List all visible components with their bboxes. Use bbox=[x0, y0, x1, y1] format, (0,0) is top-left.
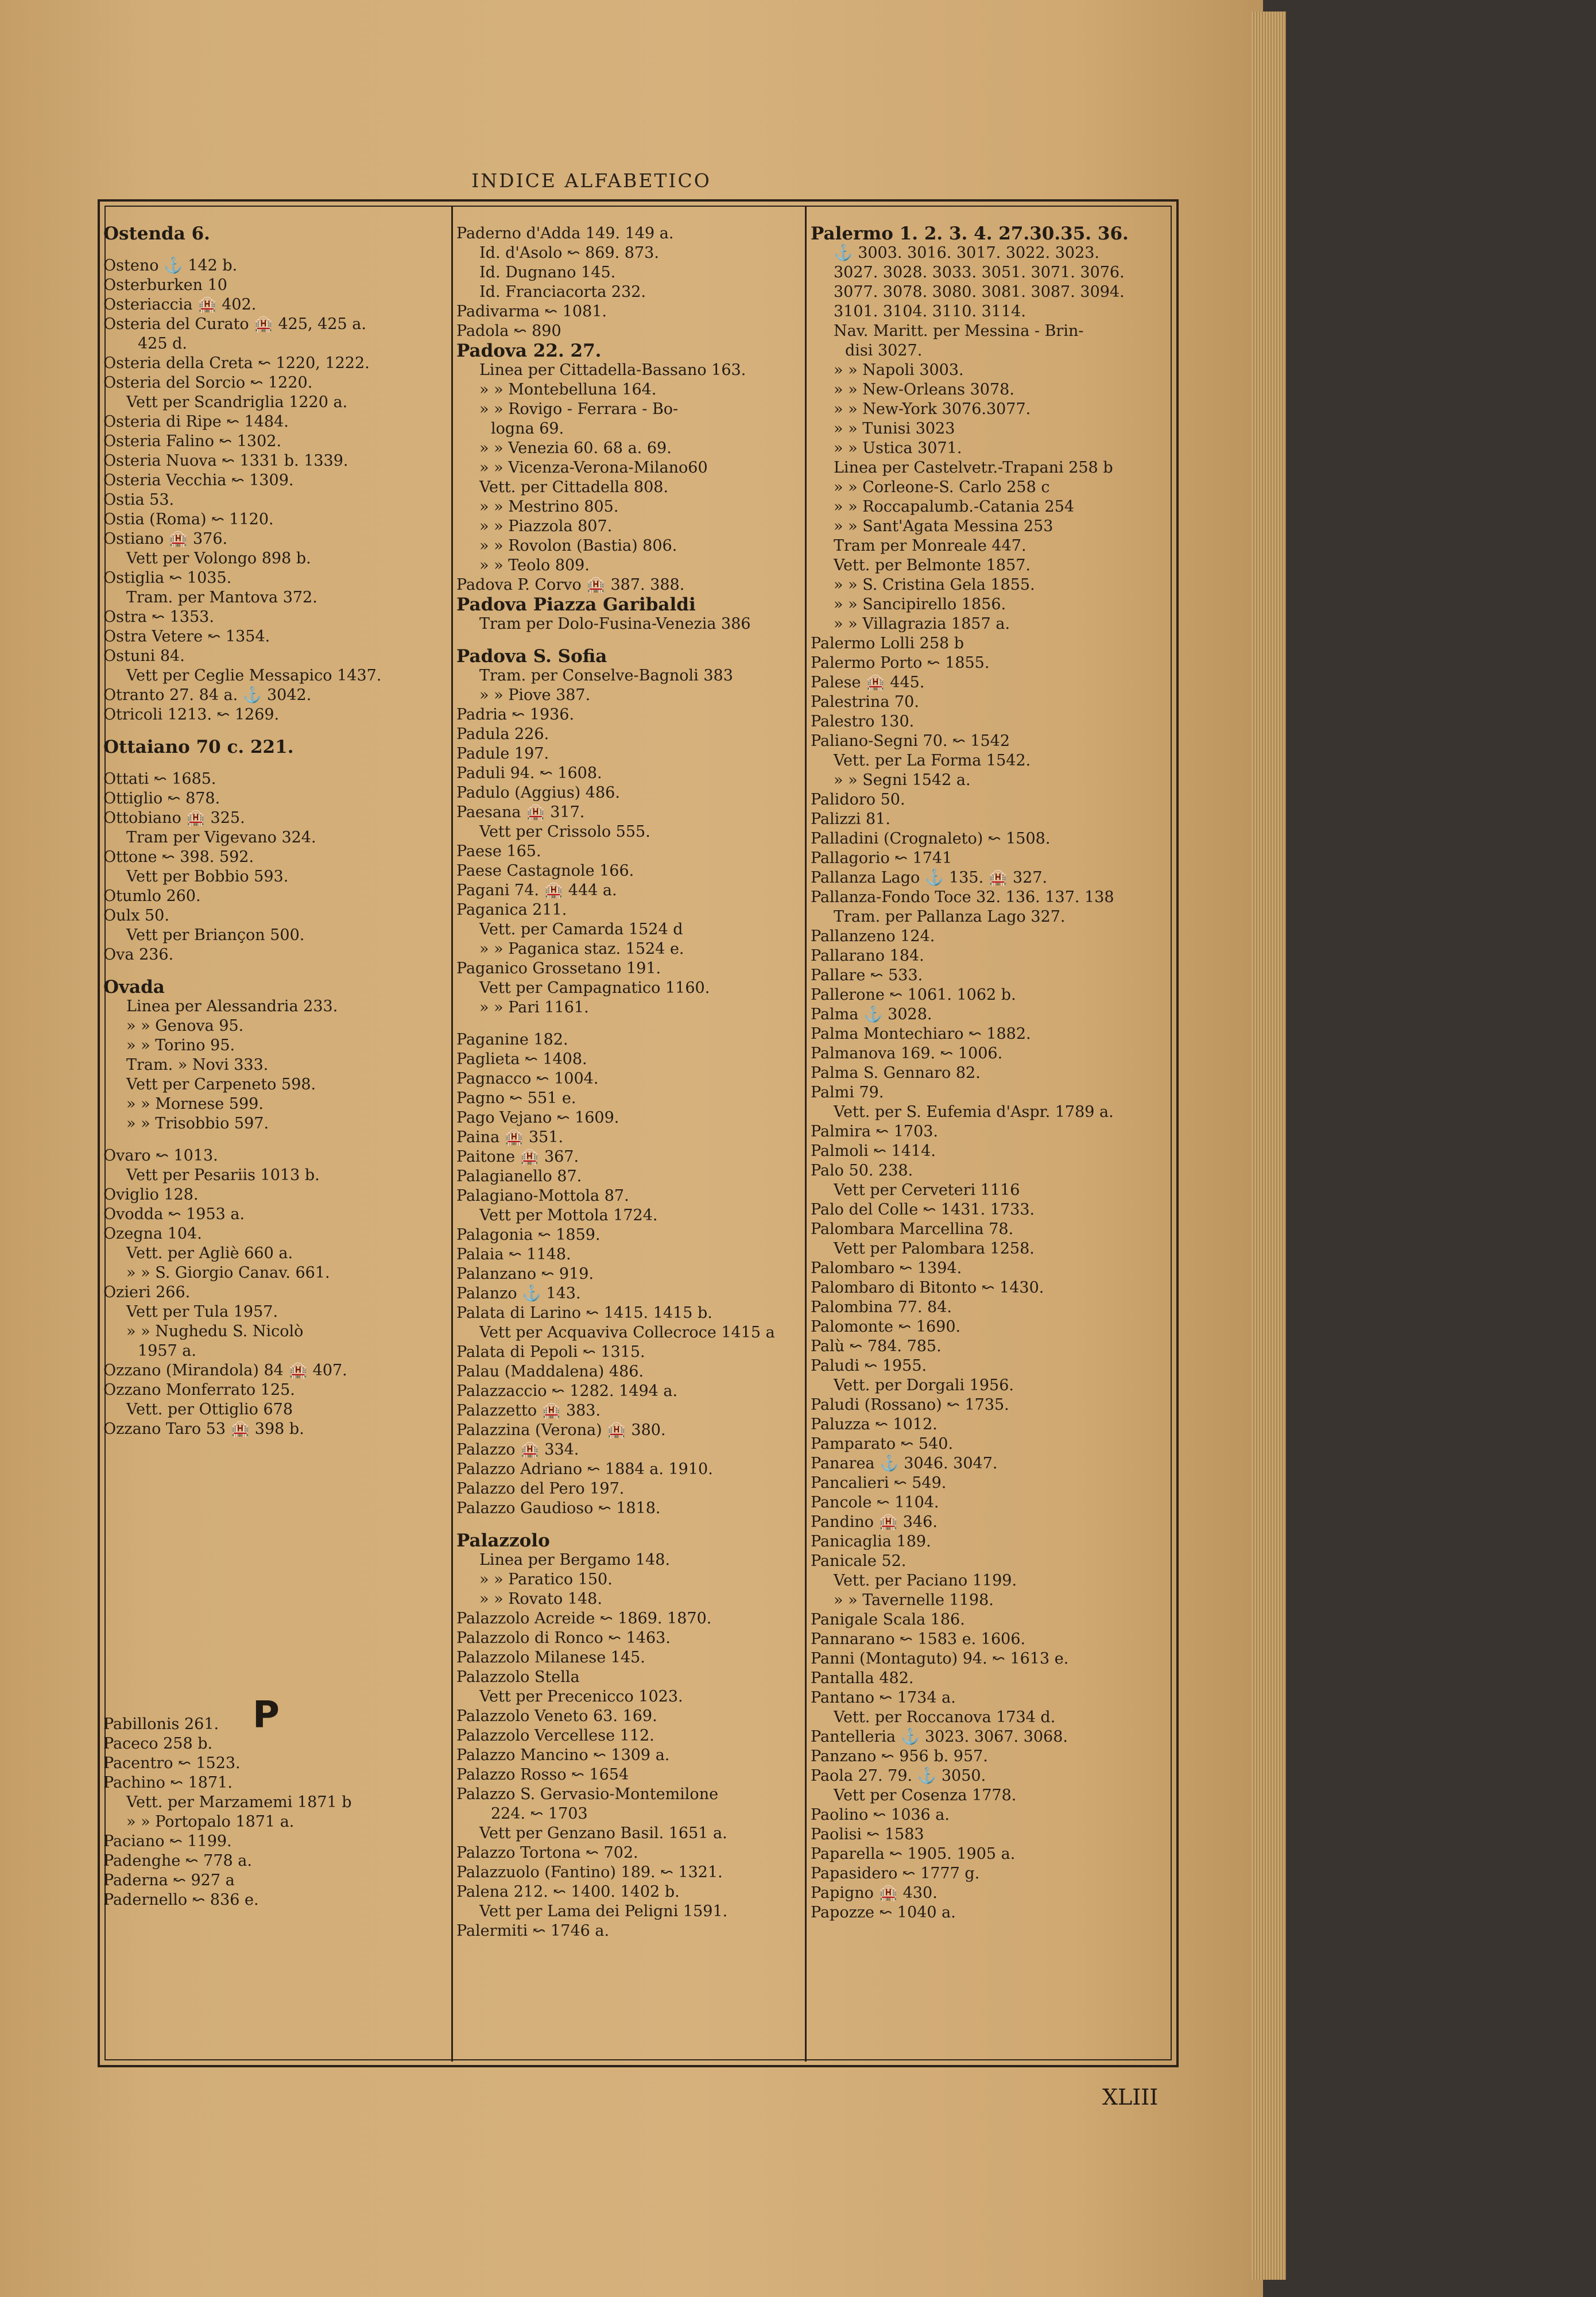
index-entry: » » Corleone-S. Carlo 258 c bbox=[834, 478, 1050, 496]
index-entry: Pancole ↜ 1104. bbox=[811, 1494, 939, 1511]
index-entry: Paglieta ↜ 1408. bbox=[456, 1050, 587, 1068]
page-number: XLIII bbox=[1102, 2085, 1159, 2110]
index-entry: Id. d'Asolo ↜ 869. 873. bbox=[479, 244, 659, 262]
index-entry: Id. Dugnano 145. bbox=[479, 264, 616, 281]
index-entry: Ozieri 266. bbox=[103, 1283, 191, 1301]
index-entry: Vett. per Ottiglio 678 bbox=[126, 1401, 293, 1418]
index-entry: Palena 212. ↜ 1400. 1402 b. bbox=[456, 1883, 680, 1901]
index-entry: » » Teolo 809. bbox=[479, 556, 590, 574]
index-entry: » » Nughedu S. Nicolò bbox=[126, 1322, 304, 1340]
index-entry: Padernello ↜ 836 e. bbox=[103, 1891, 259, 1909]
index-entry: » » Napoli 3003. bbox=[834, 361, 964, 379]
index-entry: Otumlo 260. bbox=[103, 887, 201, 905]
index-entry: Vett. per Dorgali 1956. bbox=[834, 1376, 1014, 1394]
index-entry: Ostuni 84. bbox=[103, 647, 185, 665]
spacer bbox=[103, 965, 448, 977]
index-entry: » » New-Orleans 3078. bbox=[834, 381, 1014, 399]
index-entry: Otricoli 1213. ↜ 1269. bbox=[103, 706, 280, 724]
index-entry: Osteria Vecchia ↜ 1309. bbox=[103, 471, 294, 489]
index-entry: Padulo (Aggius) 486. bbox=[456, 784, 620, 802]
index-entry: » » Rovigo - Ferrara - Bo- bbox=[479, 400, 679, 418]
index-entry: Pagnacco ↜ 1004. bbox=[456, 1070, 599, 1088]
index-entry: Paciano ↜ 1199. bbox=[103, 1832, 232, 1850]
index-entry: Ottobiano 🏨 325. bbox=[103, 809, 245, 827]
index-entry: Palazzaccio ↜ 1282. 1494 a. bbox=[456, 1382, 678, 1400]
index-entry: Tram. per Pallanza Lago 327. bbox=[834, 908, 1066, 926]
index-entry: Palese 🏨 445. bbox=[811, 674, 925, 691]
index-entry: Palestrina 70. bbox=[811, 693, 919, 711]
index-entry: Paina 🏨 351. bbox=[456, 1128, 564, 1146]
index-entry: Pamparato ↜ 540. bbox=[811, 1435, 954, 1453]
index-entry: Linea per Alessandria 233. bbox=[126, 997, 338, 1015]
index-entry: Palma S. Gennaro 82. bbox=[811, 1064, 981, 1082]
index-entry: Palazzo S. Gervasio-Montemilone bbox=[456, 1785, 719, 1803]
index-entry: Osteno ⚓ 142 b. bbox=[103, 257, 238, 274]
index-entry: Vett per Acquaviva Collecroce 1415 a bbox=[479, 1324, 775, 1341]
index-entry: Vett. per Belmonte 1857. bbox=[834, 556, 1031, 574]
index-entry: Ostia (Roma) ↜ 1120. bbox=[103, 511, 274, 528]
index-entry: Paluzza ↜ 1012. bbox=[811, 1416, 938, 1433]
index-entry: Pannarano ↜ 1583 e. 1606. bbox=[811, 1630, 1026, 1648]
column-separator bbox=[805, 206, 807, 2062]
index-entry: Panni (Montaguto) 94. ↜ 1613 e. bbox=[811, 1650, 1069, 1668]
spacer bbox=[103, 243, 448, 256]
index-entry: Padola ↜ 890 bbox=[456, 322, 561, 340]
index-column-3 bbox=[811, 224, 1164, 1923]
index-entry: Palmanova 169. ↜ 1006. bbox=[811, 1045, 1003, 1062]
index-entry: Vett per Briançon 500. bbox=[126, 926, 305, 944]
index-entry: Palestro 130. bbox=[811, 713, 915, 730]
index-entry: Tram. » Novi 333. bbox=[126, 1056, 269, 1074]
index-entry: Ottiglio ↜ 878. bbox=[103, 790, 220, 807]
index-entry: Padova P. Corvo 🏨 387. 388. bbox=[456, 576, 685, 594]
index-entry: Palmi 79. bbox=[811, 1084, 884, 1101]
index-entry: » » Rovolon (Bastia) 806. bbox=[479, 537, 677, 555]
index-entry: Osteria Nuova ↜ 1331 b. 1339. bbox=[103, 452, 348, 470]
index-entry: Osteria del Sorcio ↜ 1220. bbox=[103, 374, 313, 392]
index-heading: Padova 22. 27. bbox=[456, 341, 602, 361]
index-entry: Palazzolo Veneto 63. 169. bbox=[456, 1707, 657, 1725]
index-entry: Ozzano Monferrato 125. bbox=[103, 1381, 295, 1399]
index-entry: Vett per Scandriglia 1220 a. bbox=[126, 393, 348, 411]
index-entry: Palazzo Rosso ↜ 1654 bbox=[456, 1766, 629, 1784]
index-entry: Tram per Monreale 447. bbox=[834, 537, 1026, 555]
index-entry: Tram per Vigevano 324. bbox=[126, 829, 316, 846]
index-entry: Pabillonis 261. bbox=[103, 1715, 219, 1733]
index-heading: Padova Piazza Garibaldi bbox=[456, 594, 696, 615]
index-entry: Nav. Maritt. per Messina - Brin- bbox=[834, 322, 1084, 340]
index-entry: Panicaglia 189. bbox=[811, 1533, 931, 1550]
index-entry: » » Trisobbio 597. bbox=[126, 1115, 269, 1132]
index-entry: » » Segni 1542 a. bbox=[834, 771, 971, 789]
index-entry: Palombaro di Bitonto ↜ 1430. bbox=[811, 1279, 1044, 1297]
index-entry: Palagiano-Mottola 87. bbox=[456, 1187, 629, 1205]
index-entry: Pallagorio ↜ 1741 bbox=[811, 849, 952, 867]
index-entry: Panigale Scala 186. bbox=[811, 1611, 965, 1629]
index-entry: Osteria Falino ↜ 1302. bbox=[103, 432, 282, 450]
spacer bbox=[103, 1531, 448, 1577]
index-entry: Pallanza-Fondo Toce 32. 136. 137. 138 bbox=[811, 888, 1114, 906]
index-entry: Palermiti ↜ 1746 a. bbox=[456, 1922, 610, 1940]
index-entry: Padivarma ↜ 1081. bbox=[456, 303, 607, 320]
spacer bbox=[103, 725, 448, 737]
index-entry: Paparella ↜ 1905. 1905 a. bbox=[811, 1845, 1016, 1863]
index-entry: Vett. per Cittadella 808. bbox=[479, 478, 669, 496]
index-entry: Palombara Marcellina 78. bbox=[811, 1220, 1014, 1238]
index-entry: Tram. per Conselve-Bagnoli 383 bbox=[479, 667, 733, 685]
index-entry: Ostiglia ↜ 1035. bbox=[103, 569, 232, 587]
index-entry: Paderna ↜ 927 a bbox=[103, 1871, 235, 1889]
index-entry: Padula 226. bbox=[456, 725, 549, 743]
index-entry: Panzano ↜ 956 b. 957. bbox=[811, 1747, 988, 1765]
index-entry: Paese Castagnole 166. bbox=[456, 862, 634, 880]
index-entry: Palata di Larino ↜ 1415. 1415 b. bbox=[456, 1304, 712, 1322]
column-separator bbox=[451, 206, 453, 2062]
index-entry: Osterburken 10 bbox=[103, 276, 227, 294]
index-entry: Palanzo ⚓ 143. bbox=[456, 1285, 581, 1302]
index-entry: Palazzo Mancino ↜ 1309 a. bbox=[456, 1746, 670, 1764]
index-entry: » » Paganica staz. 1524 e. bbox=[479, 940, 684, 958]
index-entry: Palazzo Adriano ↜ 1884 a. 1910. bbox=[456, 1460, 713, 1478]
index-entry: » » Ustica 3071. bbox=[834, 439, 962, 457]
index-entry: Pantano ↜ 1734 a. bbox=[811, 1689, 956, 1707]
index-entry: » » Torino 95. bbox=[126, 1037, 235, 1054]
index-entry: Vett per Bobbio 593. bbox=[126, 868, 289, 885]
index-entry: Ovodda ↜ 1953 a. bbox=[103, 1205, 245, 1223]
page-edges bbox=[1252, 11, 1286, 2280]
index-entry: » » Rovato 148. bbox=[479, 1590, 602, 1608]
index-entry: Palazzo Gaudioso ↜ 1818. bbox=[456, 1499, 661, 1517]
index-column-2 bbox=[456, 224, 801, 1941]
index-entry: Vett per Mottola 1724. bbox=[479, 1206, 658, 1224]
index-entry: Linea per Castelvetr.-Trapani 258 b bbox=[834, 459, 1113, 477]
index-entry: Osteria di Ripe ↜ 1484. bbox=[103, 413, 289, 431]
index-entry: Paganine 182. bbox=[456, 1031, 568, 1049]
index-entry: Pacentro ↜ 1523. bbox=[103, 1754, 241, 1772]
index-entry: » » Venezia 60. 68 a. 69. bbox=[479, 439, 672, 457]
index-entry: 3077. 3078. 3080. 3081. 3087. 3094. bbox=[834, 283, 1125, 301]
index-entry: Palazzolo Vercellese 112. bbox=[456, 1727, 654, 1745]
index-entry: » » Sancipirello 1856. bbox=[834, 595, 1006, 613]
index-entry: Ottati ↜ 1685. bbox=[103, 770, 216, 788]
index-entry: Paganica 211. bbox=[456, 901, 567, 919]
index-entry: » » Montebelluna 164. bbox=[479, 381, 657, 399]
index-entry: » » Pari 1161. bbox=[479, 999, 589, 1016]
index-entry: Palau (Maddalena) 486. bbox=[456, 1363, 644, 1380]
index-entry: Paesana 🏨 317. bbox=[456, 803, 585, 821]
index-entry: Vett. per La Forma 1542. bbox=[834, 752, 1031, 769]
section-letter: P bbox=[253, 1694, 280, 1737]
spacer bbox=[103, 757, 448, 769]
index-entry: » » Genova 95. bbox=[126, 1017, 244, 1035]
index-entry: Otranto 27. 84 a. ⚓ 3042. bbox=[103, 686, 312, 704]
index-entry: Palmira ↜ 1703. bbox=[811, 1123, 939, 1140]
index-entry: Pallerone ↜ 1061. 1062 b. bbox=[811, 986, 1016, 1004]
index-entry: Padule 197. bbox=[456, 745, 549, 763]
index-entry: 425 d. bbox=[138, 335, 187, 353]
index-entry: Vett per Volongo 898 b. bbox=[126, 550, 311, 567]
index-entry: Osteria del Curato 🏨 425, 425 a. bbox=[103, 315, 366, 333]
index-entry: Paolino ↜ 1036 a. bbox=[811, 1806, 950, 1824]
index-heading: Palazzolo bbox=[456, 1530, 550, 1551]
index-entry: Pantelleria ⚓ 3023. 3067. 3068. bbox=[811, 1728, 1068, 1746]
index-entry: Vett per Crissolo 555. bbox=[479, 823, 650, 841]
index-entry: Palo 50. 238. bbox=[811, 1162, 913, 1180]
index-entry: Panarea ⚓ 3046. 3047. bbox=[811, 1455, 998, 1472]
index-entry: Palermo Lolli 258 b bbox=[811, 635, 964, 652]
index-entry: Vett. per Camarda 1524 d bbox=[479, 921, 683, 938]
index-entry: Vett per Carpeneto 598. bbox=[126, 1076, 316, 1093]
index-entry: Ostra ↜ 1353. bbox=[103, 608, 214, 626]
spacer bbox=[456, 1018, 801, 1030]
index-entry: » » S. Cristina Gela 1855. bbox=[834, 576, 1035, 594]
index-entry: 3027. 3028. 3033. 3051. 3071. 3076. bbox=[834, 264, 1125, 281]
index-entry: logna 69. bbox=[491, 420, 564, 438]
index-entry: Vett per Genzano Basil. 1651 a. bbox=[479, 1824, 727, 1842]
index-entry: Paola 27. 79. ⚓ 3050. bbox=[811, 1767, 986, 1785]
index-entry: Vett. per S. Eufemia d'Aspr. 1789 a. bbox=[834, 1103, 1114, 1121]
index-entry: Ozegna 104. bbox=[103, 1225, 202, 1243]
index-entry: Vett per Cerveteri 1116 bbox=[834, 1181, 1020, 1199]
index-entry: Ozzano Taro 53 🏨 398 b. bbox=[103, 1420, 304, 1438]
index-entry: Palmoli ↜ 1414. bbox=[811, 1142, 936, 1160]
index-entry: Oviglio 128. bbox=[103, 1186, 199, 1204]
index-entry: Ottone ↜ 398. 592. bbox=[103, 848, 254, 866]
index-entry: Osteria della Creta ↜ 1220, 1222. bbox=[103, 354, 370, 372]
index-heading: Ottaiano 70 c. 221. bbox=[103, 737, 294, 757]
index-entry: Palazzolo Acreide ↜ 1869. 1870. bbox=[456, 1610, 712, 1627]
spacer bbox=[103, 1623, 448, 1669]
index-entry: Pallanza Lago ⚓ 135. 🏨 327. bbox=[811, 869, 1048, 887]
index-entry: Palazzolo di Ronco ↜ 1463. bbox=[456, 1629, 671, 1647]
index-entry: Id. Franciacorta 232. bbox=[479, 283, 646, 301]
index-entry: » » Piove 387. bbox=[479, 686, 591, 704]
index-entry: Vett per Pesariis 1013 b. bbox=[126, 1166, 320, 1184]
index-entry: Pancalieri ↜ 549. bbox=[811, 1474, 947, 1492]
index-entry: Pandino 🏨 346. bbox=[811, 1513, 938, 1531]
index-entry: Palagonia ↜ 1859. bbox=[456, 1226, 601, 1244]
index-entry: Paliano-Segni 70. ↜ 1542 bbox=[811, 732, 1010, 750]
index-entry: Palazzo del Pero 197. bbox=[456, 1480, 625, 1498]
index-entry: » » Piazzola 807. bbox=[479, 517, 613, 535]
index-entry: Palagianello 87. bbox=[456, 1167, 582, 1185]
index-entry: » » Mornese 599. bbox=[126, 1095, 264, 1113]
index-entry: Paludi (Rossano) ↜ 1735. bbox=[811, 1396, 1009, 1414]
index-entry: Paceco 258 b. bbox=[103, 1735, 213, 1753]
index-heading: Ovada bbox=[103, 977, 165, 997]
index-entry: » » Paratico 150. bbox=[479, 1571, 613, 1588]
index-entry: Paitone 🏨 367. bbox=[456, 1148, 579, 1166]
index-entry: Tram. per Mantova 372. bbox=[126, 589, 317, 606]
index-entry: Pallanzeno 124. bbox=[811, 927, 935, 945]
index-entry: » » Roccapalumb.-Catania 254 bbox=[834, 498, 1075, 516]
spacer bbox=[103, 1577, 448, 1623]
index-entry: Linea per Bergamo 148. bbox=[479, 1551, 671, 1569]
index-entry: » » Portopalo 1871 a. bbox=[126, 1813, 295, 1831]
spacer bbox=[103, 1134, 448, 1146]
index-entry: Palizzi 81. bbox=[811, 810, 890, 828]
index-entry: Ozzano (Mirandola) 84 🏨 407. bbox=[103, 1362, 347, 1379]
spacer bbox=[103, 1439, 448, 1485]
index-entry: Pagno ↜ 551 e. bbox=[456, 1089, 576, 1107]
index-entry: Pachino ↜ 1871. bbox=[103, 1774, 233, 1792]
index-heading: Ostenda 6. bbox=[103, 223, 210, 244]
index-entry: Ostia 53. bbox=[103, 491, 175, 509]
spacer bbox=[103, 1485, 448, 1531]
index-entry: » » Vicenza-Verona-Milano60 bbox=[479, 459, 708, 477]
index-entry: Papigno 🏨 430. bbox=[811, 1884, 938, 1902]
page-header: INDICE ALFABETICO bbox=[471, 169, 711, 192]
index-entry: » » Tunisi 3023 bbox=[834, 420, 955, 438]
index-entry: Pago Vejano ↜ 1609. bbox=[456, 1109, 619, 1127]
index-entry: Palazzuolo (Fantino) 189. ↜ 1321. bbox=[456, 1863, 723, 1881]
index-entry: Paduli 94. ↜ 1608. bbox=[456, 764, 602, 782]
index-entry: Palidoro 50. bbox=[811, 791, 905, 809]
index-entry: Papasidero ↜ 1777 g. bbox=[811, 1865, 980, 1882]
index-entry: Vett per Ceglie Messapico 1437. bbox=[126, 667, 382, 685]
index-entry: 1957 a. bbox=[138, 1342, 196, 1360]
index-entry: Palazzetto 🏨 383. bbox=[456, 1402, 601, 1420]
index-entry: Palazzolo Stella bbox=[456, 1668, 580, 1686]
index-entry: Palanzano ↜ 919. bbox=[456, 1265, 594, 1283]
index-entry: 224. ↜ 1703 bbox=[491, 1805, 588, 1823]
index-entry: 3101. 3104. 3110. 3114. bbox=[834, 303, 1026, 320]
index-entry: Padenghe ↜ 778 a. bbox=[103, 1852, 252, 1870]
index-entry: Palma ⚓ 3028. bbox=[811, 1006, 932, 1023]
index-entry: Paolisi ↜ 1583 bbox=[811, 1826, 924, 1843]
index-entry: Pallare ↜ 533. bbox=[811, 966, 923, 984]
index-entry: » » New-York 3076.3077. bbox=[834, 400, 1031, 418]
index-entry: Paese 165. bbox=[456, 842, 541, 860]
index-entry: Palo del Colle ↜ 1431. 1733. bbox=[811, 1201, 1035, 1219]
index-entry: Vett per Lama dei Peligni 1591. bbox=[479, 1902, 728, 1920]
index-entry: Vett. per Roccanova 1734 d. bbox=[834, 1708, 1056, 1726]
index-entry: » » Villagrazia 1857 a. bbox=[834, 615, 1010, 633]
index-entry: Palazzina (Verona) 🏨 380. bbox=[456, 1421, 666, 1439]
index-column-1 bbox=[103, 224, 448, 1910]
index-entry: Vett per Tula 1957. bbox=[126, 1303, 278, 1321]
index-entry: Palombaro ↜ 1394. bbox=[811, 1259, 962, 1277]
index-entry: Palomonte ↜ 1690. bbox=[811, 1318, 961, 1336]
index-entry: Panicale 52. bbox=[811, 1552, 907, 1570]
spacer bbox=[456, 634, 801, 647]
index-entry: Ostiano 🏨 376. bbox=[103, 530, 228, 548]
index-entry: Pallarano 184. bbox=[811, 947, 924, 965]
index-entry: Palazzo Tortona ↜ 702. bbox=[456, 1844, 638, 1862]
index-entry: Palladini (Crognaleto) ↜ 1508. bbox=[811, 830, 1051, 848]
index-entry: Osteriaccia 🏨 402. bbox=[103, 296, 257, 314]
index-entry: Linea per Cittadella-Bassano 163. bbox=[479, 361, 746, 379]
index-entry: Pantalla 482. bbox=[811, 1669, 914, 1687]
index-entry: Ostra Vetere ↜ 1354. bbox=[103, 628, 270, 645]
index-entry: Vett. per Paciano 1199. bbox=[834, 1572, 1017, 1590]
index-entry: » » S. Giorgio Canav. 661. bbox=[126, 1264, 330, 1282]
index-entry: Ova 236. bbox=[103, 946, 174, 964]
index-entry: Vett. per Marzamemi 1871 b bbox=[126, 1793, 352, 1811]
index-entry: Tram per Dolo-Fusina-Venezia 386 bbox=[479, 615, 751, 633]
index-entry: » » Sant'Agata Messina 253 bbox=[834, 517, 1053, 535]
index-entry: Palazzolo Milanese 145. bbox=[456, 1649, 645, 1666]
index-entry: » » Tavernelle 1198. bbox=[834, 1591, 994, 1609]
index-entry: Vett per Campagnatico 1160. bbox=[479, 979, 710, 997]
index-entry: Vett per Cosenza 1778. bbox=[834, 1786, 1017, 1804]
index-entry: Palermo Porto ↜ 1855. bbox=[811, 654, 990, 672]
index-entry: Vett. per Agliè 660 a. bbox=[126, 1244, 293, 1262]
index-entry: Paderno d'Adda 149. 149 a. bbox=[456, 225, 674, 242]
index-heading: Palermo 1. 2. 3. 4. 27.30.35. 36. bbox=[811, 223, 1129, 244]
index-entry: ⚓ 3003. 3016. 3017. 3022. 3023. bbox=[834, 244, 1100, 262]
index-entry: Papozze ↜ 1040 a. bbox=[811, 1904, 956, 1921]
index-entry: Vett per Precenicco 1023. bbox=[479, 1688, 683, 1706]
index-entry: Paganico Grossetano 191. bbox=[456, 960, 661, 977]
index-entry: Palaia ↜ 1148. bbox=[456, 1246, 571, 1263]
index-entry: Oulx 50. bbox=[103, 907, 169, 925]
index-entry: Palazzo 🏨 334. bbox=[456, 1441, 579, 1459]
index-entry: » » Mestrino 805. bbox=[479, 498, 619, 516]
index-entry: Pagani 74. 🏨 444 a. bbox=[456, 881, 617, 899]
index-entry: Paludi ↜ 1955. bbox=[811, 1357, 927, 1375]
index-entry: Palata di Pepoli ↜ 1315. bbox=[456, 1343, 645, 1361]
index-entry: Palma Montechiaro ↜ 1882. bbox=[811, 1025, 1031, 1043]
index-entry: disi 3027. bbox=[845, 342, 923, 359]
index-entry: Palù ↜ 784. 785. bbox=[811, 1337, 942, 1355]
index-entry: Vett per Palombara 1258. bbox=[834, 1240, 1035, 1258]
spacer bbox=[456, 1518, 801, 1531]
index-entry: Padria ↜ 1936. bbox=[456, 706, 575, 724]
index-entry: Palombina 77. 84. bbox=[811, 1298, 952, 1316]
index-heading: Padova S. Sofia bbox=[456, 646, 607, 667]
index-entry: Ovaro ↜ 1013. bbox=[103, 1147, 218, 1165]
